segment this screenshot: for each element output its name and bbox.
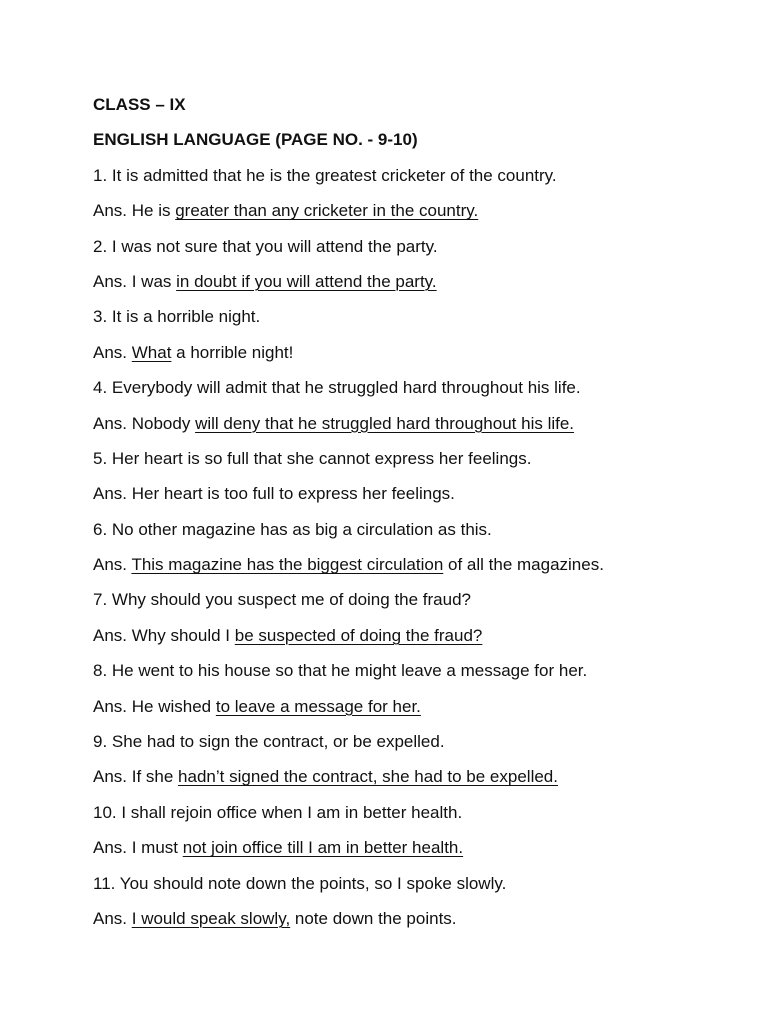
answer-text-after: of all the magazines. [443,555,604,575]
answer-underlined: This magazine has the biggest circulation [131,555,444,575]
question-2: 2. I was not sure that you will attend the party. [93,236,438,256]
qa-item-8 [93,653,733,724]
answer-3 [93,335,733,370]
answer-11 [93,901,733,936]
question-3: 3. It is a horrible night. [93,307,261,327]
question-1: 1. It is admitted that he is the greatest cricketer of the country. [93,165,557,185]
qa-item-9 [93,724,733,795]
class-heading: CLASS – IX [93,95,186,114]
question-6: 6. No other magazine has as big a circulation as this. [93,519,492,539]
answer-6 [93,547,733,582]
answer-underlined: will deny that he struggled hard throughout his life. [195,413,575,433]
answer-text: Ans. [93,555,132,575]
qa-item-4 [93,370,733,441]
answer-underlined: in doubt if you will attend the party. [176,271,437,291]
qa-item-10 [93,795,733,866]
answer-underlined: not join office till I am in better health. [182,838,464,858]
answer-text: Ans. He wished [93,696,216,716]
question-4: 4. Everybody will admit that he struggled hard throughout his life. [93,378,581,398]
answer-text: Ans. I must [93,838,183,858]
question-8: 8. He went to his house so that he might leave a message for her. [93,661,588,681]
answer-text: Ans. Why should I [93,625,235,645]
answer-underlined: What [131,342,172,362]
answer-text: Ans. If she [93,767,179,787]
question-9: 9. She had to sign the contract, or be expelled. [93,732,445,752]
qa-item-7 [93,582,733,653]
answer-7 [93,618,733,653]
answer-10 [93,830,733,865]
question-7: 7. Why should you suspect me of doing the fraud? [93,590,472,610]
qa-item-2 [93,229,733,300]
answer-underlined: hadn’t signed the contract, she had to be expelled. [178,767,558,787]
answer-1 [93,193,733,228]
answer-text: Ans. He is [93,201,176,221]
answer-text: Ans. [93,908,132,928]
qa-item-3 [93,299,733,370]
qa-item-6 [93,512,733,583]
qa-item-1 [93,158,733,229]
question-10: 10. I shall rejoin office when I am in better health. [93,802,463,822]
answer-text-after: note down the points. [290,908,457,928]
answer-text-after: a horrible night! [171,342,294,362]
answer-4 [93,406,733,441]
answer-underlined: I would speak slowly, [131,908,291,928]
answer-2 [93,264,733,299]
question-5: 5. Her heart is so full that she cannot express her feelings. [93,448,532,468]
answer-9 [93,759,733,794]
question-list [93,158,733,937]
qa-item-5 [93,441,733,512]
answer-underlined: be suspected of doing the fraud? [234,625,483,645]
answer-text: Ans. [93,342,132,362]
question-11: 11. You should note down the points, so I spoke slowly. [93,873,507,893]
answer-underlined: greater than any cricketer in the country. [175,201,479,221]
answer-5 [93,476,733,511]
qa-item-11 [93,866,733,937]
answer-text: Ans. Her heart is too full to express her feelings. [93,484,455,504]
document-page [93,87,733,936]
answer-text: Ans. Nobody [93,413,196,433]
answer-8 [93,689,733,724]
answer-underlined: to leave a message for her. [215,696,421,716]
answer-text: Ans. I was [93,271,177,291]
subject-heading: ENGLISH LANGUAGE (PAGE NO. - 9-10) [93,130,418,150]
